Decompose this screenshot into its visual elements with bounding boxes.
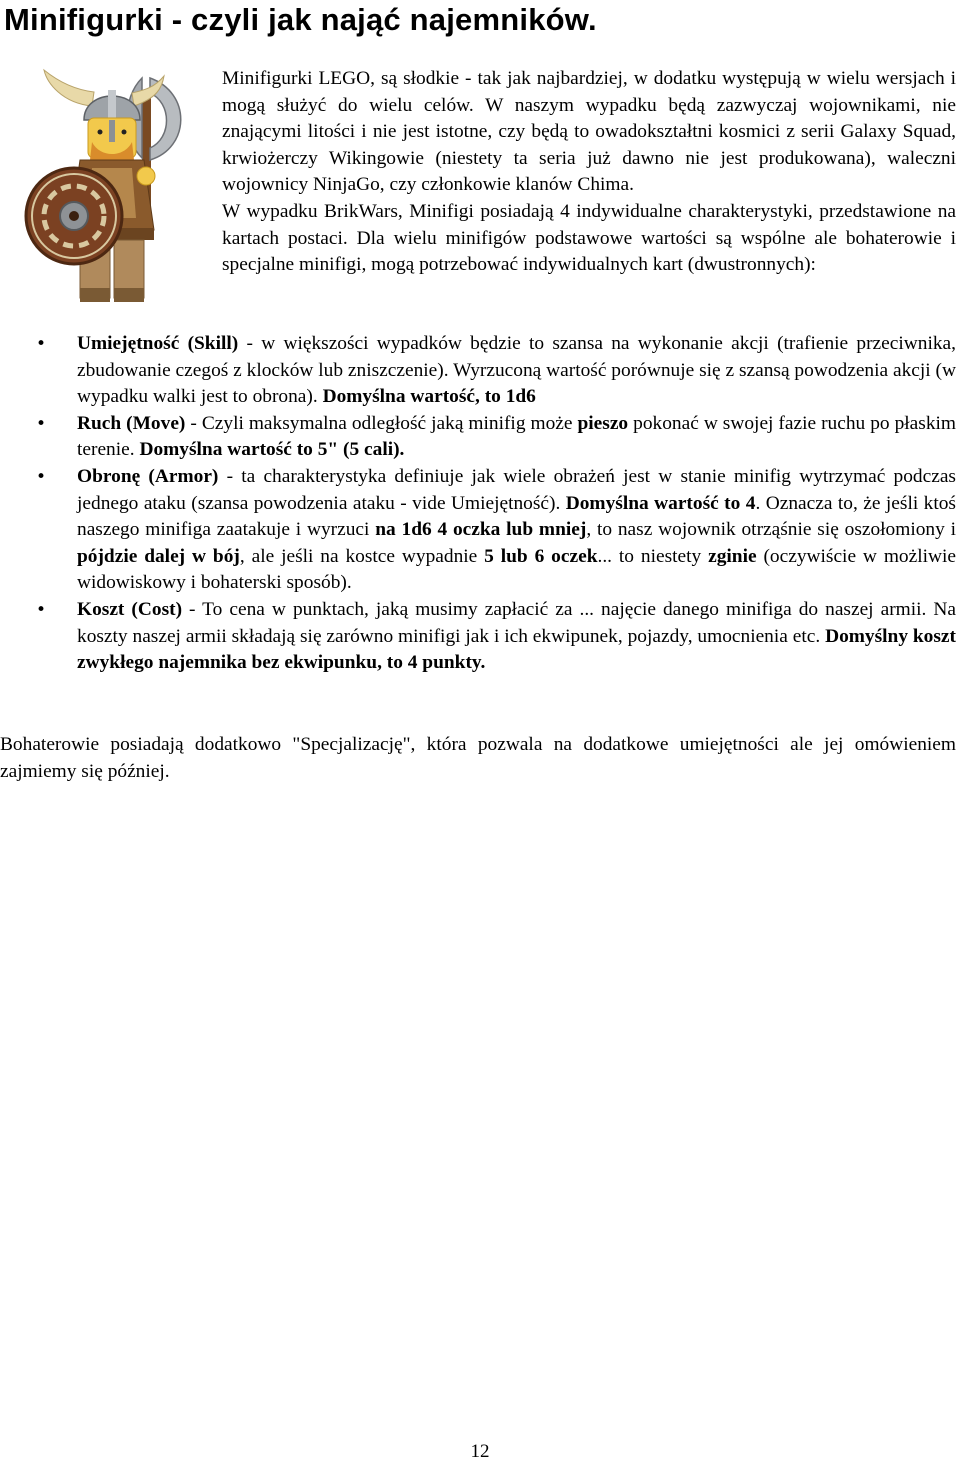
intro-paragraph-1: Minifigurki LEGO, są słodkie - tak jak najbardziej, w dodatku występują w wielu wersjach i mogą służyć do wielu celów. W naszym wypadku będą zazwyczaj wojownikami, nie znającymi litości i nie jest istotne, czy będą to owadokształtni kosmici z serii Galaxy Squad, krwiożerczy Wikingowie (niestety ta seria już dawno nie jest produkowana), waleczni wojownicy NinjaGo, czy członkowie klanów Chima.: [222, 68, 956, 196]
armor-emphasis-1: na 1d6 4 oczka lub mniej: [375, 519, 587, 541]
nose-guard: [109, 120, 115, 142]
helmet-ridge: [108, 90, 116, 122]
skill-text: - w większości wypadków będzie to szansa na wykonanie akcji (trafienie przeciwnika, zbudowanie czegoś z klocków lub zniszczenie). Wyrzuconą wartość porównuje się z szansą powodzenia akcji (w wypadku walki jest to obrona).: [77, 333, 956, 408]
intro-text: [222, 66, 956, 279]
viking-minifigure-illustration: [22, 68, 197, 308]
armor-default: Domyślna wartość to 4: [565, 492, 756, 514]
armor-emphasis-3: 5 lub 6 oczek: [484, 545, 598, 567]
armor-name: Obronę (Armor): [77, 465, 219, 487]
closing-paragraph: Bohaterowie posiadają dodatkowo "Specjalizację", która pozwala na dodatkowe umiejętności ale jej omówieniem zajmiemy się później.: [0, 734, 956, 782]
move-default: Domyślna wartość to 5" (5 cali).: [139, 439, 405, 461]
move-emphasis: pieszo: [577, 412, 629, 434]
move-name: Ruch (Move): [77, 412, 186, 434]
cost-name: Koszt (Cost): [77, 598, 183, 620]
left-horn: [44, 70, 94, 106]
armor-emphasis-4: zginie: [708, 545, 757, 567]
armor-text-3: , to nasz wojownik otrząśnie się oszołomiony i: [586, 519, 956, 541]
armor-emphasis-2: pójdzie dalej w bój: [77, 545, 240, 567]
bullet-icon: •: [36, 413, 47, 434]
skill-default: Domyślna wartość, to 1d6: [322, 386, 536, 408]
armor-text: - ta charakterystyka definiuje jak wiele obrażeń jest w stanie minifig wytrzymać podczas jednego ataku (szansa powodzenia ataku - vide Umiejętność).: [77, 465, 956, 514]
list-item-skill: [0, 331, 956, 411]
list-item-cost: [0, 597, 956, 677]
armor-text-2: . Oznacza to, że jeśli ktoś naszego minifiga zaatakuje i wyrzuci: [77, 492, 956, 541]
characteristics-list: [0, 331, 956, 677]
list-item-armor: [0, 464, 956, 597]
armor-text-5: ... to niestety: [597, 545, 709, 567]
bullet-icon: •: [36, 466, 47, 487]
skill-name: Umiejętność (Skill): [77, 333, 239, 354]
armor-text-6: (oczywiście w możliwie widowiskowy i bohaterski sposób).: [77, 545, 956, 594]
bullet-icon: •: [36, 334, 47, 354]
intro-paragraph-2: W wypadku BrikWars, Minifigi posiadają 4 indywidualne charakterystyki, przedstawione na kartach postaci. Dla wielu minifigów podstawowe wartości są wspólne ale bohaterowie i specjalne minifigi, mogą potrzebować indywidualnych kart (dwustronnych):: [222, 200, 956, 276]
bullet-icon: •: [36, 599, 47, 620]
move-text: - Czyli maksymalna odległość jaką minifig może: [185, 412, 578, 434]
page-number: 12: [470, 1441, 490, 1462]
page-title: Minifigurki - czyli jak nająć najemników.: [4, 2, 597, 37]
armor-text-4: , ale jeśli na kostce wypadnie: [239, 545, 485, 567]
list-item-move: [0, 411, 956, 464]
move-text-2: pokonać w swojej fazie ruchu po płaskim terenie.: [77, 412, 957, 461]
hand: [137, 167, 155, 185]
cost-text: - To cena w punktach, jaką musimy zapłacić za ... najęcie danego minifiga do naszej armii. Na koszty naszej armii składają się zarówno minifigi jak i ich ekwipunek, pojazdy, umocnienia etc.: [77, 598, 956, 647]
cost-default: Domyślny koszt zwykłego najemnika bez ekwipunku, to 4 punkty.: [77, 625, 956, 674]
